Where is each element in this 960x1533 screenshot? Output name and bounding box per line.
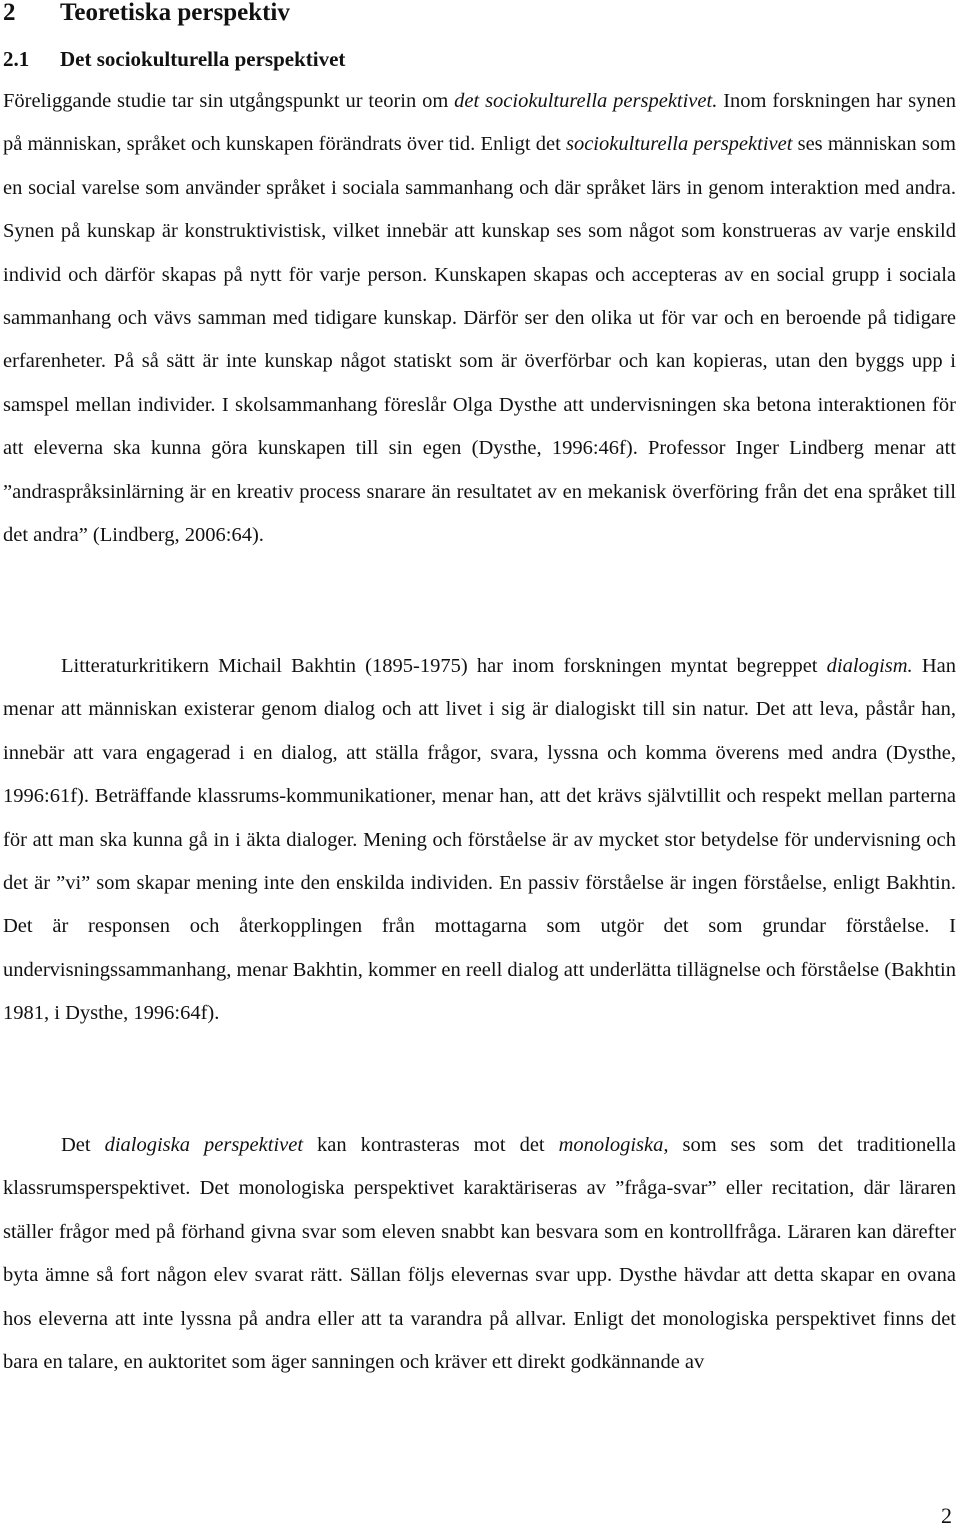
section-number: 2.1	[3, 47, 30, 71]
text-run: Inom forskningen har synen på människan, språket och kunskapen förändrats över tid. Enligt det	[3, 90, 957, 156]
chapter-heading	[3, 0, 290, 30]
italic-text-run: dialogiska perspektivet	[104, 1134, 304, 1156]
italic-text-run: sociokulturella perspektivet	[565, 133, 793, 156]
paragraph	[3, 80, 956, 557]
paragraph	[3, 645, 956, 1036]
text-run: ses människan som en social varelse som använder språket i sociala sammanhang och där språket lärs in genom interaktion med andra. Synen på kunskap är konstruktivistisk, vilket innebär att kunskap ses som något som konstrueras av varje enskild individ och därför skapas på nytt för varje person. Kunskapen skapas och accepteras av en social grupp i sociala sammanhang och vävs samman med tidigare kunskap. Därför ser den olika ut för var och en beroende på tidigare erfarenheter. På så sätt är inte kunskap något statiskt som är överförbar och kan kopieras, utan den byggs upp i samspel mellan individer. I skolsammanhang föreslår Olga Dysthe att undervisningen ska betona interaktionen för att eleverna ska kunna göra kunskapen till sin egen (Dysthe, 1996:46f). Professor Inger Lindberg menar att ”andraspråksinlärning är en kreativ process snarare än resultatet av en mekanisk överföring från det ena språket till det andra” (Lindberg, 2006:64).	[3, 133, 956, 547]
chapter-title: Teoretiska perspektiv	[60, 0, 290, 26]
italic-text-run: dialogism.	[826, 655, 913, 677]
text-run: Föreliggande studie tar sin utgångspunkt ur teorin om	[3, 90, 455, 112]
text-run: som ses som det traditionella klassrumsperspektivet. Det monologiska perspektivet karaktäriseras av ”fråga-svar” eller recitation, där läraren ställer frågor med på förhand givna svar som eleven snabbt kan besvara som en kontrollfråga. Läraren kan därefter byta ämne så fort någon elev svarat rätt. Sällan följs elevernas svar upp. Dysthe hävdar att detta skapar en ovana hos eleverna att inte lyssna på andra eller att ta varandra på allvar. Enligt det monologiska perspektivet finns det bara en talare, en auktoritet som äger sanningen och kräver ett direkt godkännande av	[3, 1134, 956, 1374]
text-run: Litteraturkritikern Michail Bakhtin (1895-1975) har inom forskningen myntat begreppet	[61, 655, 827, 677]
text-run: kan kontrasteras mot det	[303, 1134, 559, 1156]
italic-text-run: det sociokulturella perspektivet.	[454, 90, 718, 112]
section-title: Det sociokulturella perspektivet	[60, 47, 346, 71]
italic-text-run: monologiska,	[558, 1134, 669, 1156]
paragraph	[3, 1124, 956, 1384]
section-heading	[3, 44, 345, 74]
text-run: Han menar att människan existerar genom dialog och att livet i sig är dialogiskt till sin natur. Det att leva, påstår han, innebär att vara engagerad i en dialog, att ställa frågor, svara, lyssna och komma överens med andra (Dysthe, 1996:61f). Beträffande klassrums-kommunikationer, menar han, att det krävs självtillit och respekt mellan parterna för att man ska kunna gå in i äkta dialoger. Mening och förståelse är av mycket stor betydelse för undervisning och det är ”vi” som skapar mening inte den enskilda individen. En passiv förståelse är ingen förståelse, enligt Bakhtin. Det är responsen och återkopplingen från mottagarna som utgör det som grundar förståelse. I undervisningssammanhang, menar Bakhtin, kommer en reell dialog att underlätta tillägnelse och förståelse (Bakhtin 1981, i Dysthe, 1996:64f).	[3, 655, 956, 1025]
page-number: 2	[941, 1503, 952, 1528]
text-run: Det	[61, 1134, 105, 1156]
chapter-number: 2	[3, 0, 16, 26]
